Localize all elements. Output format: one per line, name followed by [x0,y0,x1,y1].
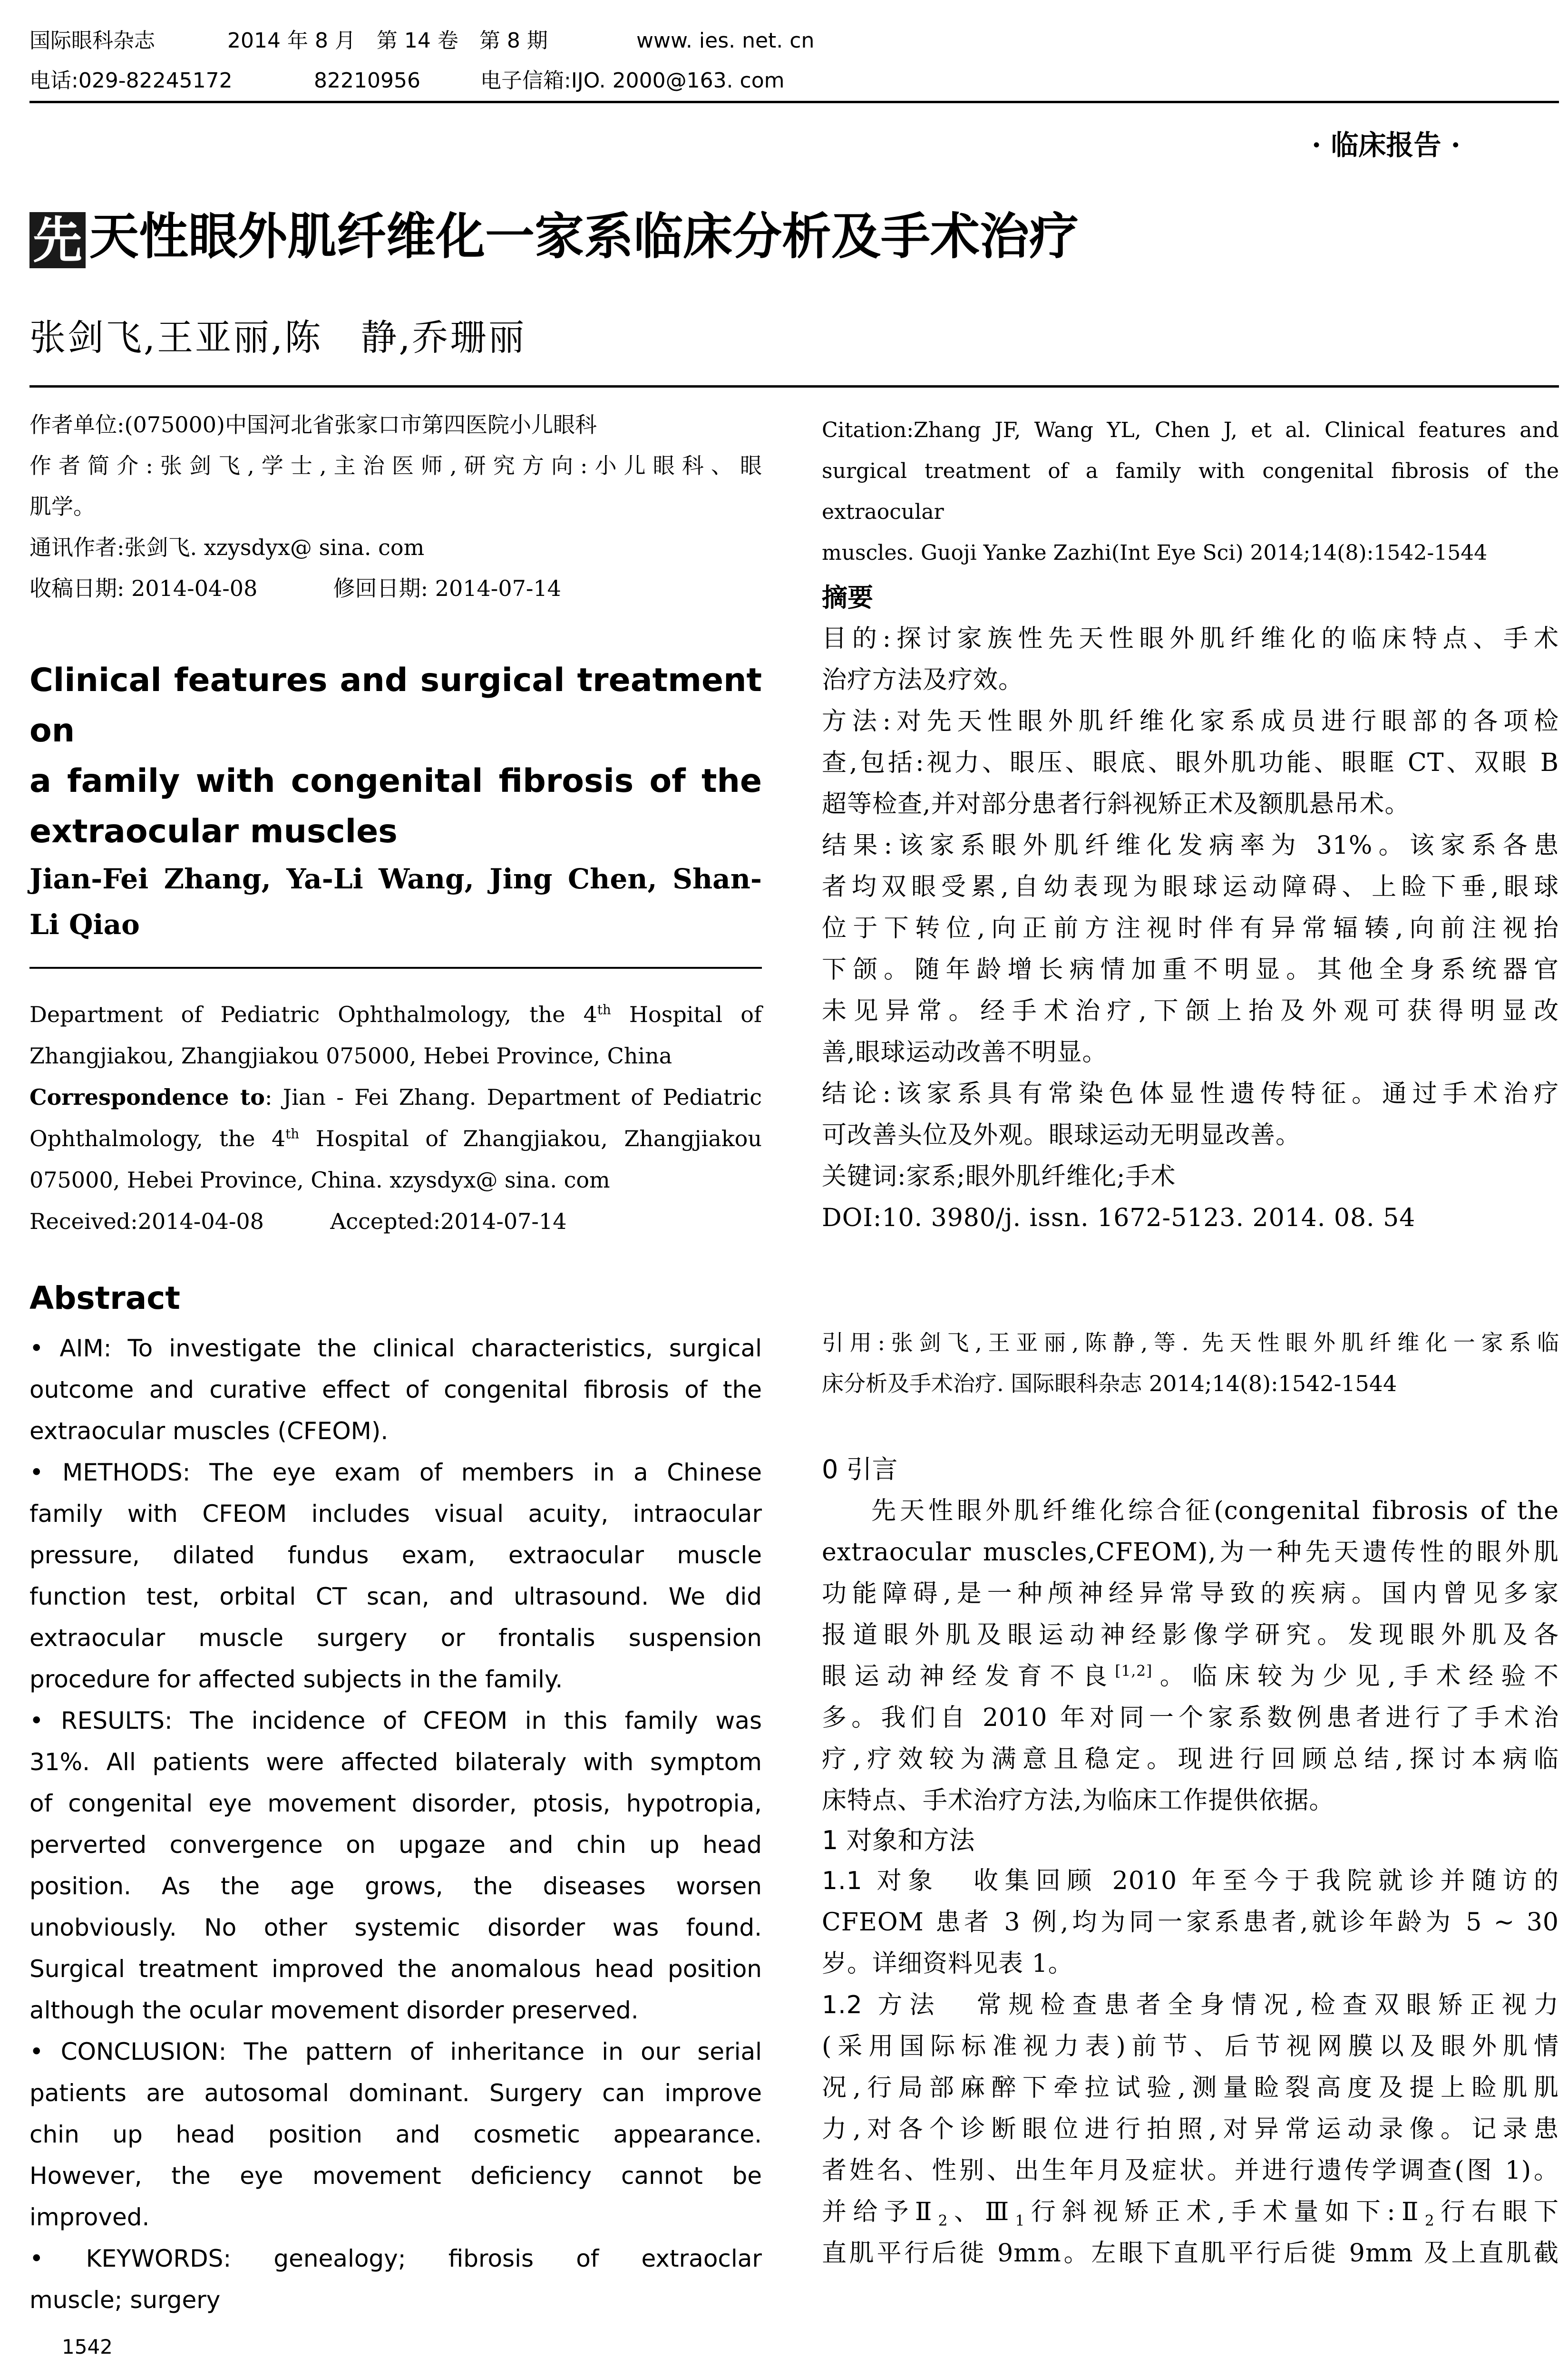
s11-line: CFEOM 患者 3 例,均为同一家系患者,就诊年龄为 5 ~ 30 [822,1908,1559,1937]
journal-phone: 电话:029-82245172 [29,68,233,93]
abstract-cn-line: 结果:该家系眼外肌纤维化发病率为 31%。该家系各患 [822,831,1559,860]
en-dates [29,1201,762,1242]
en-affil-line-1: Department of Pediatric Ophthalmology, the 4th Hospital of [29,1002,762,1027]
english-authors [29,856,762,947]
abstract-line: position. As the age grows, the diseases worsen [29,1872,762,1900]
abstract-line: outcome and curative effect of congenital fibrosis of the [29,1376,762,1403]
abstract-line: • CONCLUSION: The pattern of inheritance in our serial [29,2038,762,2065]
received-en: Received:2014-04-08 [29,1208,264,1234]
citation-cn-line-1: 引用:张剑飞,王亚丽,陈静,等. 先天性眼外肌纤维化一家系临 [822,1330,1559,1355]
received-cn: 收稿日期: 2014-04-08 [29,575,258,601]
abstract-cn-line: 者均双眼受累,自幼表现为眼球运动障碍、上睑下垂,眼球 [822,873,1559,901]
abstract-line: • METHODS: The eye exam of members in a Chinese [29,1459,762,1486]
paper-title [29,205,1079,268]
abstract-line: perverted convergence on upgaze and chin up head [29,1831,762,1859]
en-affil-rule [29,967,762,969]
intro-line: 床特点、手术治疗方法,为临床工作提供依据。 [822,1786,1334,1815]
accepted-en: Accepted:2014-07-14 [330,1208,567,1234]
abstract-line: family with CFEOM includes visual acuity, intraocular [29,1500,762,1528]
abstract-line: • KEYWORDS: genealogy; fibrosis of extraoclar [29,2245,762,2272]
correspondence-cn: 通讯作者:张剑飞. xzysdyx@ sina. com [29,535,425,560]
abstract-cn-line: 超等检查,并对部分患者行斜视矫正术及额肌悬吊术。 [822,790,1410,818]
affiliation-cn: 作者单位:(075000)中国河北省张家口市第四医院小儿眼科 [29,412,597,438]
abstract-line: 31%. All patients were affected bilateraly with symptom [29,1748,762,1776]
dates-cn [29,568,762,609]
abstract-line: of congenital eye movement disorder, ptosis, hypotropia, [29,1790,762,1817]
abstract-line: unobviously. No other systemic disorder was found. [29,1914,762,1941]
intro-body [822,1490,1559,1822]
s11-label: 1.1 对象 [822,1867,939,1895]
journal-phone-2: 82210956 [314,68,420,93]
authors-cn: 张剑飞,王亚丽,陈 静,乔珊丽 [29,316,526,359]
abstract-heading: Abstract [29,1280,180,1316]
abstract-body [29,1328,762,2321]
left-column [29,404,762,609]
abstract-cn-line: 关键词:家系;眼外肌纤维化;手术 [822,1162,1176,1191]
abstract-cn-line: 目的:探讨家族性先天性眼外肌纤维化的临床特点、手术 [822,624,1559,653]
abstract-line: • AIM: To investigate the clinical characteristics, surgical [29,1335,762,1362]
intro-line: 疗,疗效较为满意且稳定。现进行回顾总结,探讨本病临 [822,1745,1559,1773]
abstract-cn-line: 查,包括:视力、眼压、眼底、眼外肌功能、眼眶 CT、双眼 B [822,749,1559,777]
abstract-cn-body [822,618,1559,1239]
bio-cn-2: 肌学。 [29,494,95,519]
abstract-line: procedure for affected subjects in the family. [29,1666,563,1693]
en-title-line-3: extraocular muscles [29,813,398,850]
abstract-line: although the ocular movement disorder preserved. [29,1997,639,2024]
abstract-line: pressure, dilated fundus exam, extraocular muscle [29,1541,762,1569]
abstract-line: • RESULTS: The incidence of CFEOM in this family was [29,1707,762,1734]
reference-citation[interactable]: [1,2] [1115,1662,1153,1680]
s11-line: 岁。详细资料见表 1。 [822,1949,1073,1978]
abstract-line: muscle; surgery [29,2286,221,2314]
abstract-cn-line: 结论:该家系具有常染色体显性遗传特征。通过手术治疗 [822,1080,1559,1108]
abstract-cn-heading: 摘要 [822,583,873,613]
en-affil-line-3: Correspondence to: Jian - Fei Zhang. Department of Pediatric [29,1084,762,1110]
abstract-cn-line: 下颌。随年龄增长病情加重不明显。其他全身系统器官 [822,955,1559,984]
citation-en-line-2: surgical treatment of a family with congenital fibrosis of the extraocular [822,459,1559,524]
intro-line: 眼运动神经发育不良[1,2]。临床较为少见,手术经验不 [822,1662,1559,1691]
abstract-line: extraocular muscle surgery or frontalis suspension [29,1624,762,1652]
intro-line: 先天性眼外肌纤维化综合征(congenital fibrosis of the [871,1497,1559,1525]
en-authors-line-1: Jian-Fei Zhang, Ya-Li Wang, Jing Chen, Shan- [29,863,762,895]
s12-line: 并给予$Ⅱ_2$、$Ⅲ_1$行斜视矫正术,手术量如下$:Ⅱ_2$行右眼下 [822,2198,1559,2230]
en-title-line-2: a family with congenital fibrosis of the [29,762,762,800]
english-title [29,655,762,857]
en-affil-line-2: Zhangjiakou, Zhangjiakou 075000, Hebei Province, China [29,1043,672,1069]
s12-line: 直肌平行后徙 9mm。左眼下直肌平行后徙 9mm 及上直肌截 [822,2239,1559,2268]
citation-cn-line-2: 床分析及手术治疗. 国际眼科杂志 2014;14(8):1542-1544 [822,1371,1397,1396]
en-authors-line-2: Li Qiao [29,908,140,941]
en-title-line-1: Clinical features and surgical treatment on [29,662,762,750]
intro-line: 多。我们自 2010 年对同一个家系数例患者进行了手术治 [822,1704,1559,1732]
citation-en-line-1: Citation:Zhang JF, Wang YL, Chen J, et al. Clinical features and [822,418,1559,442]
abstract-line: extraocular muscles (CFEOM). [29,1417,389,1445]
s12-line: (采用国际标准视力表)前节、后节视网膜以及眼外肌情 [822,2032,1559,2061]
methods-body [822,1861,1559,2274]
title-drop-char: 先 [29,212,86,268]
en-affil-line-4: Ophthalmology, the 4th Hospital of Zhangjiakou, Zhangjiakou [29,1126,762,1151]
s12-label: 1.2 方法 [822,1991,942,2019]
intro-line: 功能障碍,是一种颅神经异常导致的疾病。国内曾见多家 [822,1579,1559,1608]
page-number: 1542 [62,2335,113,2358]
citation-cn [822,1322,1559,1404]
abstract-line: However, the eye movement deficiency cannot be [29,2162,762,2190]
bio-cn-1: 作者简介:张剑飞,学士,主治医师,研究方向:小儿眼科、眼 [29,453,762,478]
intro-line: 报道眼外肌及眼运动神经影像学研究。发现眼外肌及各 [822,1621,1559,1649]
doi[interactable]: DOI:10. 3980/j. issn. 1672-5123. 2014. 08. 54 [822,1204,1416,1232]
abstract-line: improved. [29,2203,150,2231]
english-affiliation [29,994,762,1242]
intro-heading: 0 引言 [822,1454,898,1484]
abstract-cn-line: 可改善头位及外观。眼球运动无明显改善。 [822,1121,1301,1150]
header-rule [29,101,1559,103]
s12-line: 况,行局部麻醉下牵拉试验,测量睑裂高度及提上睑肌肌 [822,2074,1559,2102]
abstract-line: chin up head position and cosmetic appearance. [29,2121,762,2148]
correspondence-label: Correspondence to [29,1084,265,1110]
methods-heading: 1 对象和方法 [822,1825,975,1855]
s12-line-1: 1.2 方法 常规检查患者全身情况,检查双眼矫正视力 [822,1991,1559,2019]
citation-en-line-3: muscles. Guoji Yanke Zazhi(Int Eye Sci) 2014;14(8):1542-1544 [822,541,1488,565]
abstract-cn-line: 方法:对先天性眼外肌纤维化家系成员进行眼部的各项检 [822,707,1559,736]
en-affil-line-5: 075000, Hebei Province, China. xzysdyx@ sina. com [29,1167,610,1193]
title-text: 天性眼外肌纤维化一家系临床分析及手术治疗 [89,207,1079,265]
author-info-cn [29,404,762,609]
s12-line: 者姓名、性别、出生年月及症状。并进行遗传学调查(图 1)。 [822,2156,1559,2185]
abstract-line: function test, orbital CT scan, and ultrasound. We did [29,1583,762,1610]
journal-website[interactable]: www. ies. net. cn [636,29,815,53]
abstract-cn-line: 善,眼球运动改善不明显。 [822,1038,1108,1067]
abstract-line: patients are autosomal dominant. Surgery can improve [29,2079,762,2107]
title-rule [29,385,1559,388]
issue-info: 2014 年 8 月 第 14 卷 第 8 期 [227,29,548,53]
abstract-cn-line: 位于下转位,向正前方注视时伴有异常辐辏,向前注视抬 [822,914,1559,943]
abstract-cn-line: 未见异常。经手术治疗,下颌上抬及外观可获得明显改 [822,997,1559,1025]
s11-line-1: 1.1 对象 收集回顾 2010 年至今于我院就诊并随访的 [822,1867,1559,1895]
intro-line: extraocular muscles,CFEOM),为一种先天遗传性的眼外肌 [822,1538,1559,1567]
abstract-cn-line: 治疗方法及疗效。 [822,666,1024,694]
journal-email[interactable]: 电子信箱:IJO. 2000@163. com [480,68,785,93]
citation-en [822,410,1559,574]
section-label: · 临床报告 · [1312,129,1461,161]
s12-line: 力,对各个诊断眼位进行拍照,对异常运动录像。记录患 [822,2115,1559,2143]
journal-name: 国际眼科杂志 [29,29,155,53]
revised-cn: 修回日期: 2014-07-14 [333,575,561,601]
abstract-line: Surgical treatment improved the anomalous head position [29,1955,762,1983]
